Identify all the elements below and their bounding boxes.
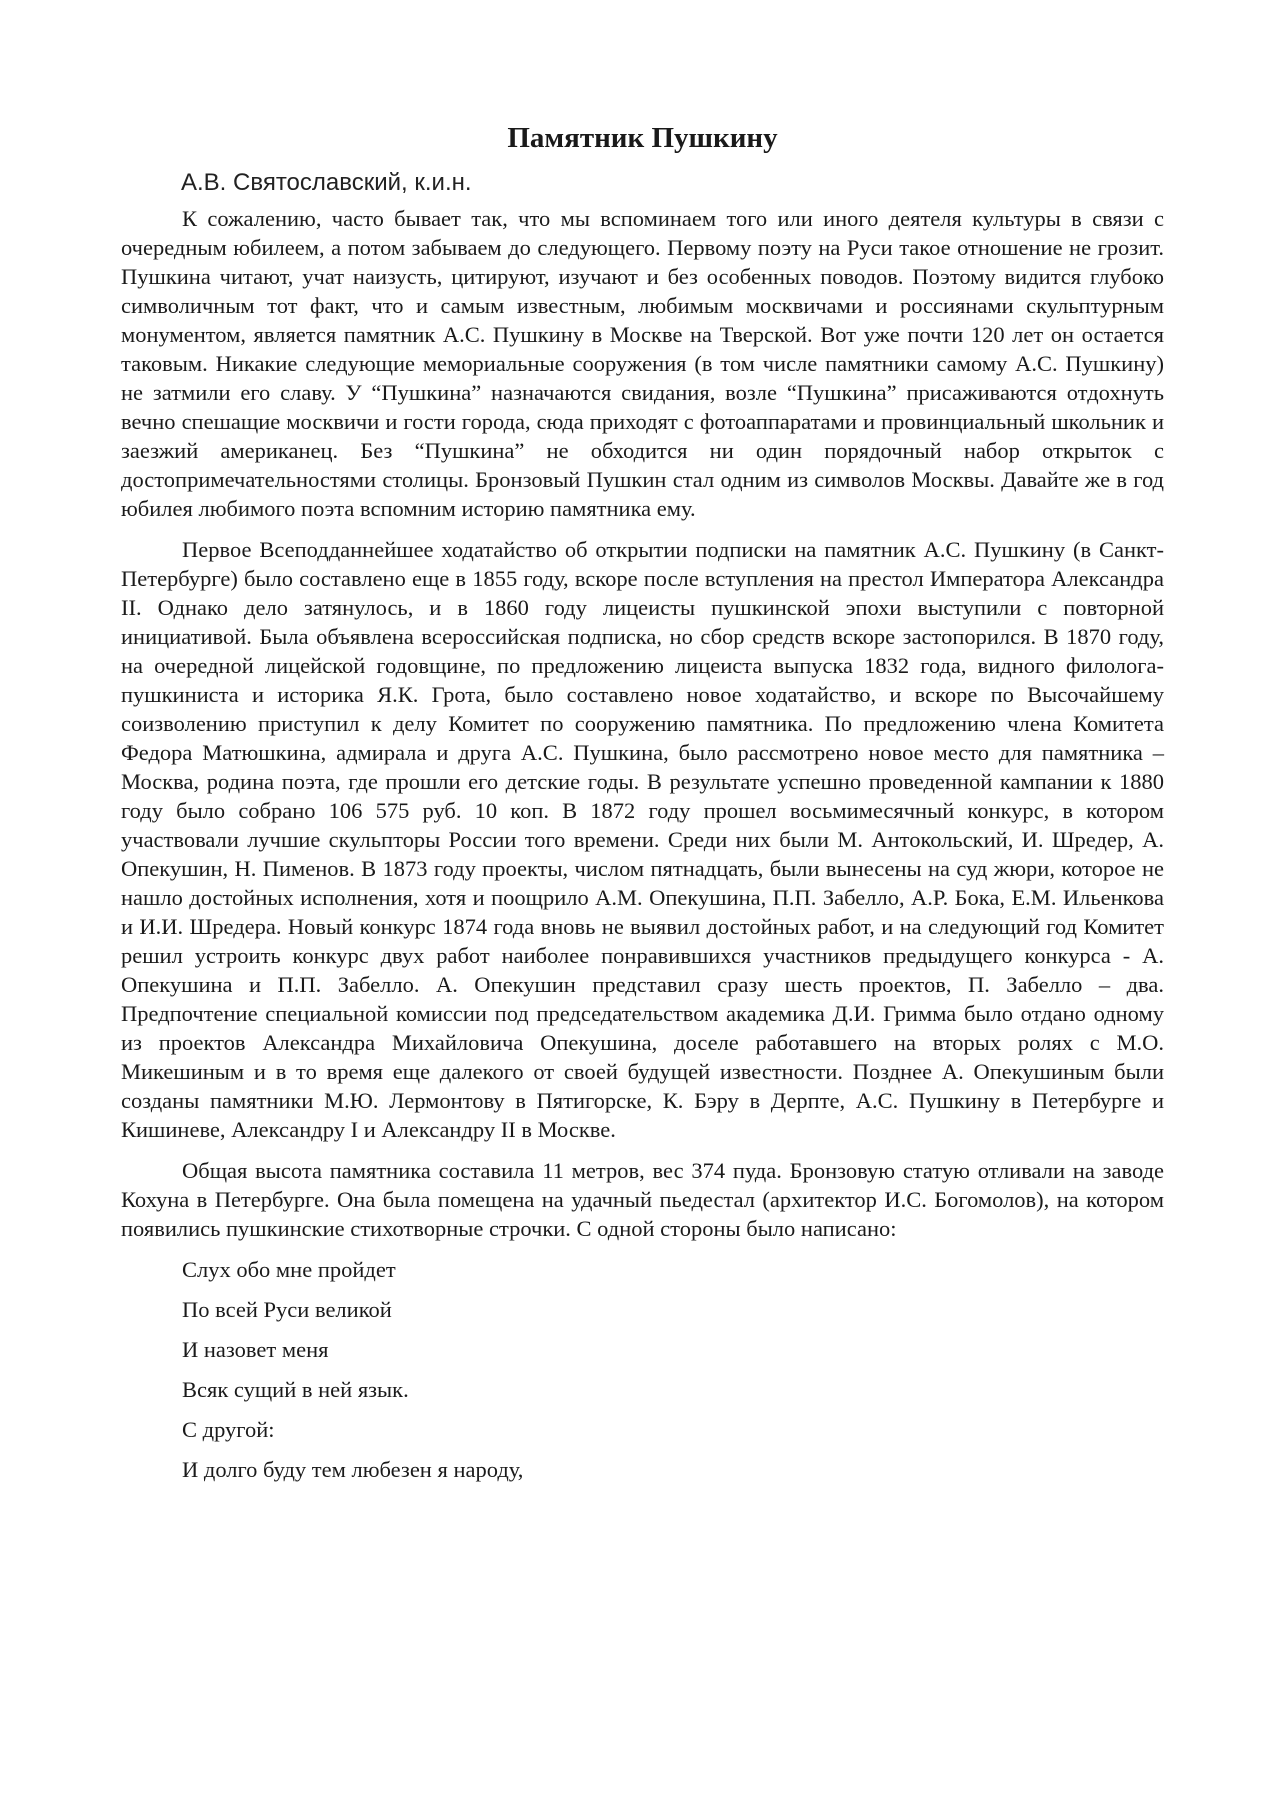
verse-line: Слух обо мне пройдет: [182, 1257, 396, 1282]
paragraph-1: К сожалению, часто бывает так, что мы вспоминаем того или иного деятеля культуры в связи с очередным юбилеем, а потом забываем до следующего. Первому поэту на Руси такое отношение не грозит. Пушкина читают, учат наизусть, цитируют, изучают и без особенных поводов. Поэтому видится глубоко символичным тот факт, что и самым известным, любимым москвичами и россиянами скульптурным монументом, является памятник А.С. Пушкину в Москве на Тверской. Вот уже почти 120 лет он остается таковым. Никакие следующие мемориальные сооружения (в том числе памятники самому А.С. Пушкину) не затмили его славу. У “Пушкина” назначаются свидания, возле “Пушкина” присаживаются отдохнуть вечно спешащие москвичи и гости города, сюда приходят с фотоаппаратами и провинциальный школьник и заезжий американец. Без “Пушкина” не обходится ни один порядочный набор открыток с достопримечательностями столицы. Бронзовый Пушкин стал одним из символов Москвы. Давайте же в год юбилея любимого поэта вспомним историю памятника ему.: [121, 206, 1164, 521]
verse-line: С другой:: [182, 1417, 275, 1442]
page-title: Памятник Пушкину: [507, 122, 778, 154]
verse-line: И долго буду тем любезен я народу,: [182, 1457, 524, 1482]
verse-block: [121, 1255, 1164, 1484]
author-line: А.В. Святославский, к.и.н.: [181, 169, 472, 196]
verse-line: Всяк сущий в ней язык.: [182, 1377, 409, 1402]
paragraph-3: Общая высота памятника составила 11 метров, вес 374 пуда. Бронзовую статую отливали на заводе Кохуна в Петербурге. Она была помещена на удачный пьедестал (архитектор И.С. Богомолов), на котором появились пушкинские стихотворные строчки. С одной стороны было написано:: [121, 1158, 1164, 1241]
paragraph-2: Первое Всеподданнейшее ходатайство об открытии подписки на памятник А.С. Пушкину (в Санкт-Петербурге) было составлено еще в 1855 году, вскоре после вступления на престол Императора Александра II. Однако дело затянулось, и в 1860 году лицеисты пушкинской эпохи выступили с повторной инициативой. Была объявлена всероссийская подписка, но сбор средств вскоре застопорился. В 1870 году, на очередной лицейской годовщине, по предложению лицеиста выпуска 1832 года, видного филолога-пушкиниста и историка Я.К. Грота, было составлено новое ходатайство, и вскоре по Высочайшему соизволению приступил к делу Комитет по сооружению памятника. По предложению члена Комитета Федора Матюшкина, адмирала и друга А.С. Пушкина, было рассмотрено новое место для памятника – Москва, родина поэта, где прошли его детские годы. В результате успешно проведенной кампании к 1880 году было собрано 106 575 руб. 10 коп. В 1872 году прошел восьмимесячный конкурс, в котором участвовали лучшие скульпторы России того времени. Среди них были М. Антокольский, И. Шредер, А. Опекушин, Н. Пименов. В 1873 году проекты, числом пятнадцать, были вынесены на суд жюри, которое не нашло достойных исполнения, хотя и поощрило А.М. Опекушина, П.П. Забелло, А.Р. Бока, Е.М. Ильенкова и И.И. Шредера. Новый конкурс 1874 года вновь не выявил достойных работ, и на следующий год Комитет решил устроить конкурс двух работ наиболее понравившихся участников предыдущего конкурса - А. Опекушина и П.П. Забелло. А. Опекушин представил сразу шесть проектов, П. Забелло – два. Предпочтение специальной комиссии под председательством академика Д.И. Гримма было отдано одному из проектов Александра Михайловича Опекушина, доселе работавшего на вторых ролях с М.О. Микешиным и в то время еще далекого от своей будущей известности. Позднее А. Опекушиным были созданы памятники М.Ю. Лермонтову в Пятигорске, К. Бэру в Дерпте, А.С. Пушкину в Петербурге и Кишиневе, Александру I и Александру II в Москве.: [121, 537, 1164, 1142]
document-page: [121, 118, 1164, 1495]
verse-line: И назовет меня: [182, 1337, 329, 1362]
verse-line: По всей Руси великой: [182, 1297, 392, 1322]
